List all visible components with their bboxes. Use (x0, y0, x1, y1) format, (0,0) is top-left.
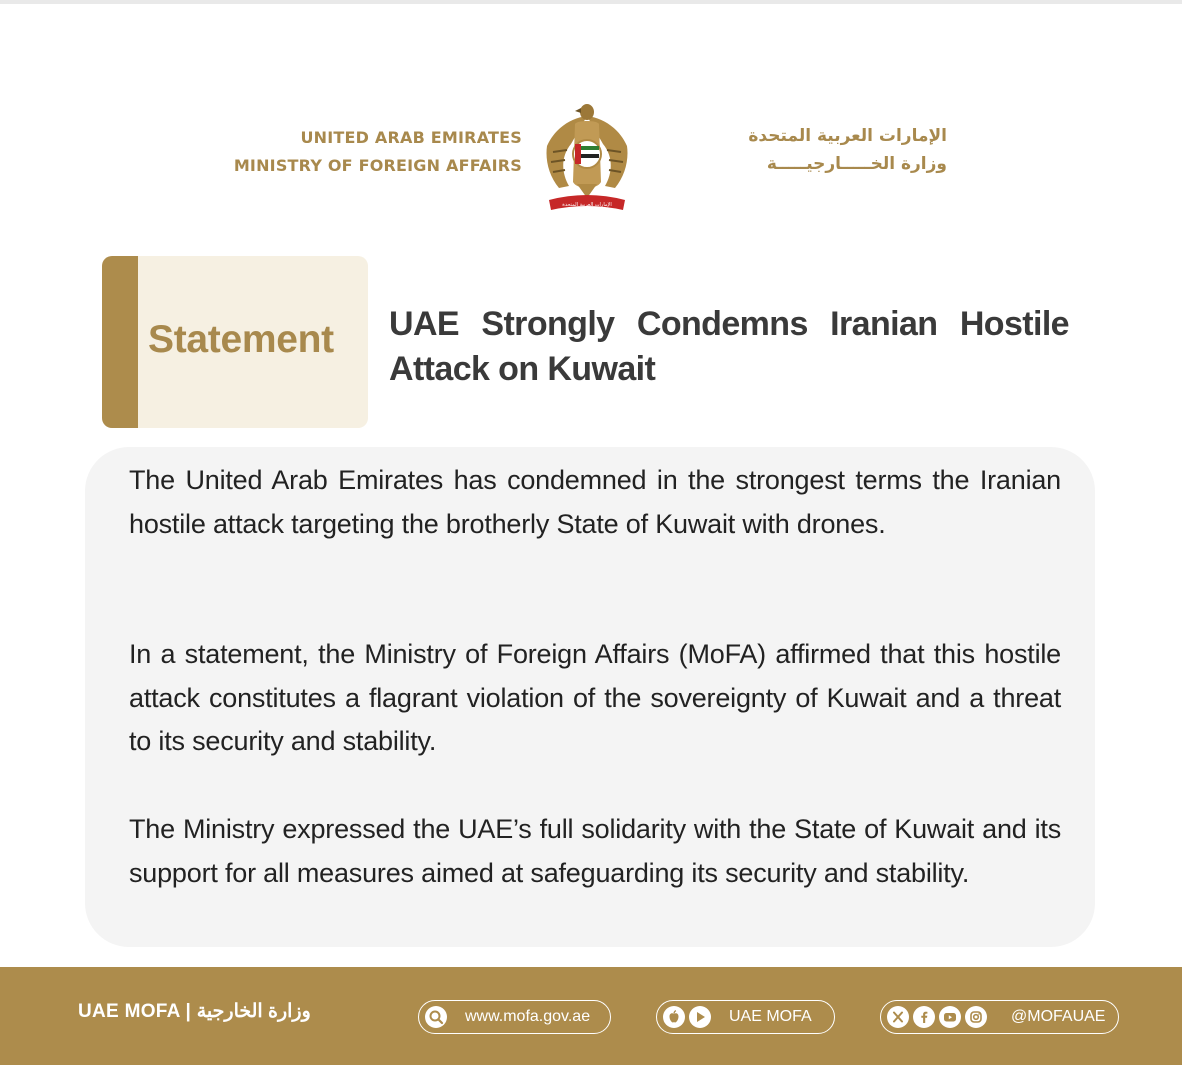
footer-bar (0, 967, 1182, 1065)
social-links[interactable] (880, 1000, 1119, 1034)
social-handle: @MOFAUAE (1011, 1008, 1106, 1025)
facebook-icon (913, 1006, 935, 1028)
footer-brand: UAE MOFA | وزارة الخارجية (78, 1001, 311, 1022)
search-icon (425, 1006, 447, 1028)
statement-tag-label: Statement (148, 318, 334, 361)
play-store-icon (689, 1006, 711, 1028)
statement-title: UAE Strongly Condemns Iranian Hostile Attack on Kuwait (389, 305, 1069, 388)
website-link[interactable] (418, 1000, 611, 1034)
body-paragraph-2: In a statement, the Ministry of Foreign Affairs (MoFA) affirmed that this hostile attack constitutes a flagrant violation of the sovereignty of Kuwait and a threat to its security and stability. (129, 639, 1061, 756)
x-icon (887, 1006, 909, 1028)
body-paragraph-3: The Ministry expressed the UAE’s full solidarity with the State of Kuwait and its support for all measures aimed at safeguarding its security and stability. (129, 814, 1061, 888)
app-label: UAE MOFA (729, 1008, 812, 1025)
header-arabic (655, 122, 947, 178)
falcon-emblem (541, 102, 633, 214)
top-border (0, 0, 1182, 4)
statement-tag (102, 256, 368, 428)
header-en-country: UNITED ARAB EMIRATES (300, 128, 522, 147)
instagram-icon (965, 1006, 987, 1028)
header-ar-country: الإمارات العربية المتحدة (748, 126, 947, 146)
header-en-ministry: MINISTRY OF FOREIGN AFFAIRS (233, 156, 522, 175)
body-paragraph-1: The United Arab Emirates has condemned in the strongest terms the Iranian hostile attack targeting the brotherly State of Kuwait with drones. (129, 465, 1061, 539)
app-link[interactable] (656, 1000, 835, 1034)
youtube-icon (939, 1006, 961, 1028)
statement-tag-bar (102, 256, 138, 428)
website-url: www.mofa.gov.ae (465, 1008, 591, 1025)
header-ar-ministry: وزارة الخـــــارجيـــــة (766, 154, 947, 174)
header-english (234, 124, 522, 180)
apple-icon (663, 1006, 685, 1028)
emblem-scroll-text: الإمارات العربية المتحدة (562, 202, 612, 208)
